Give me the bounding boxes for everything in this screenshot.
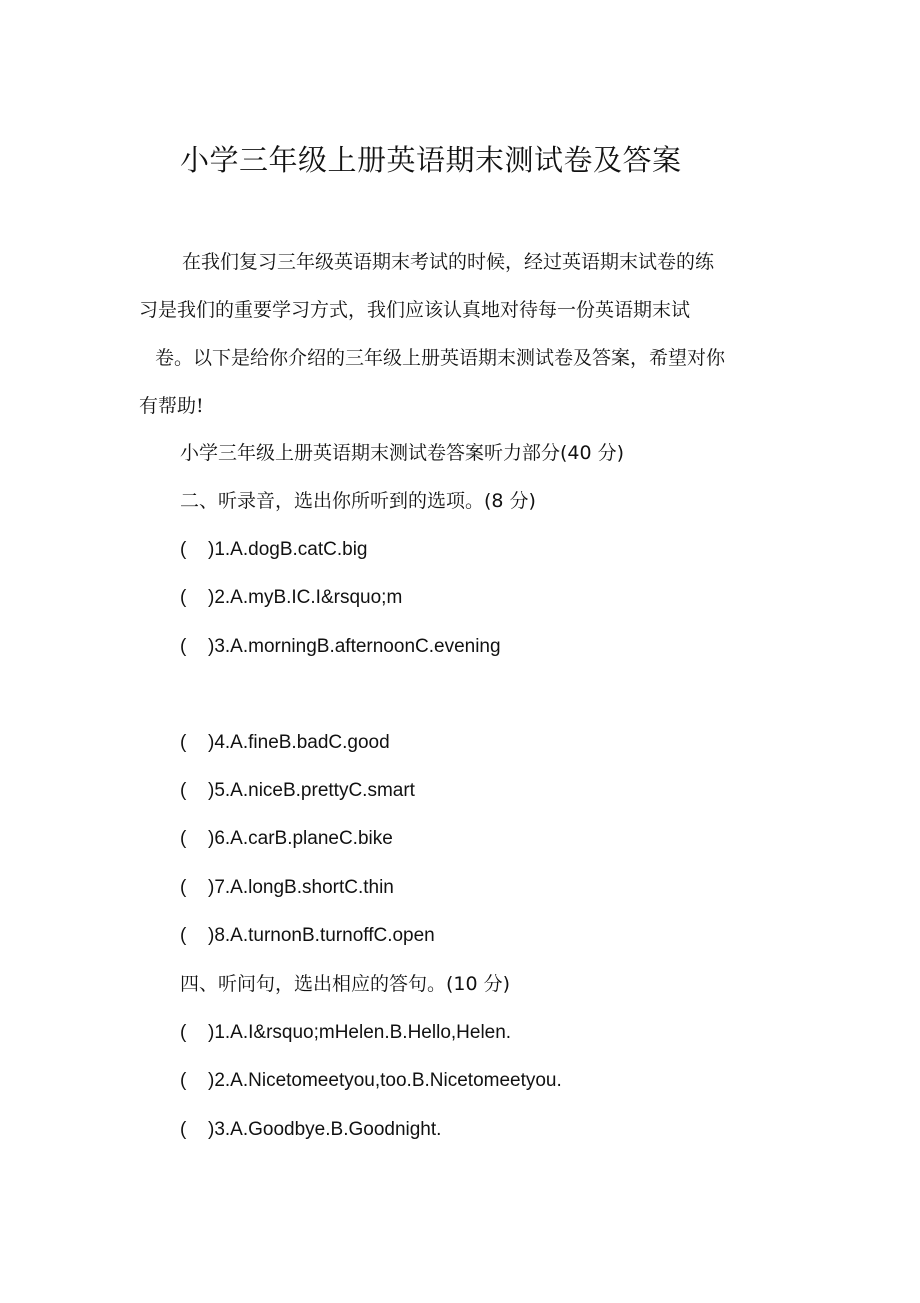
answer-blank[interactable]: ( (180, 732, 187, 753)
answer-blank[interactable]: ( (180, 828, 187, 849)
question-item (180, 635, 501, 659)
question-text: )1.A.dogB.catC.big (208, 539, 368, 560)
question-text: )2.A.Nicetomeetyou,too.B.Nicetomeetyou. (208, 1070, 562, 1091)
question-text: )5.A.niceB.prettyC.smart (208, 780, 415, 801)
question-text: )2.A.myB.IC.I&rsquo;m (208, 587, 403, 608)
section-four-heading: 四、听问句，选出相应的答句。(10 分) (180, 973, 511, 995)
question-item (180, 586, 402, 610)
intro-line-3: 卷。以下是给你介绍的三年级上册英语期末测试卷及答案，希望对你 (155, 347, 726, 369)
answer-blank[interactable]: ( (180, 1119, 187, 1140)
answer-blank[interactable]: ( (180, 1070, 187, 1091)
question-item (180, 876, 394, 900)
page-title: 小学三年级上册英语期末测试卷及答案 (180, 143, 682, 177)
question-item (180, 1118, 441, 1142)
answer-blank[interactable]: ( (180, 925, 187, 946)
question-text: )3.A.Goodbye.B.Goodnight. (208, 1119, 442, 1140)
question-item (180, 538, 367, 562)
answer-blank[interactable]: ( (180, 636, 187, 657)
question-text: )1.A.I&rsquo;mHelen.B.Hello,Helen. (208, 1022, 512, 1043)
listening-section-heading: 小学三年级上册英语期末测试卷答案听力部分(40 分) (180, 442, 625, 464)
question-item (180, 779, 415, 803)
question-item (180, 731, 390, 755)
intro-line-4: 有帮助! (139, 395, 204, 417)
answer-blank[interactable]: ( (180, 877, 187, 898)
answer-blank[interactable]: ( (180, 1022, 187, 1043)
question-text: )8.A.turnonB.turnoffC.open (208, 925, 435, 946)
question-text: )7.A.longB.shortC.thin (208, 877, 394, 898)
question-text: )4.A.fineB.badC.good (208, 732, 390, 753)
answer-blank[interactable]: ( (180, 780, 187, 801)
question-text: )6.A.carB.planeC.bike (208, 828, 393, 849)
question-item (180, 1021, 511, 1045)
intro-line-2: 习是我们的重要学习方式，我们应该认真地对待每一份英语期末试 (139, 299, 691, 321)
question-text: )3.A.morningB.afternoonC.evening (208, 636, 501, 657)
question-item (180, 827, 393, 851)
question-item (180, 1069, 562, 1093)
answer-blank[interactable]: ( (180, 587, 187, 608)
section-two-heading: 二、听录音，选出你所听到的选项。(8 分) (180, 490, 536, 512)
answer-blank[interactable]: ( (180, 539, 187, 560)
intro-line-1: 在我们复习三年级英语期末考试的时候，经过英语期末试卷的练 (182, 251, 715, 273)
question-item (180, 924, 435, 948)
